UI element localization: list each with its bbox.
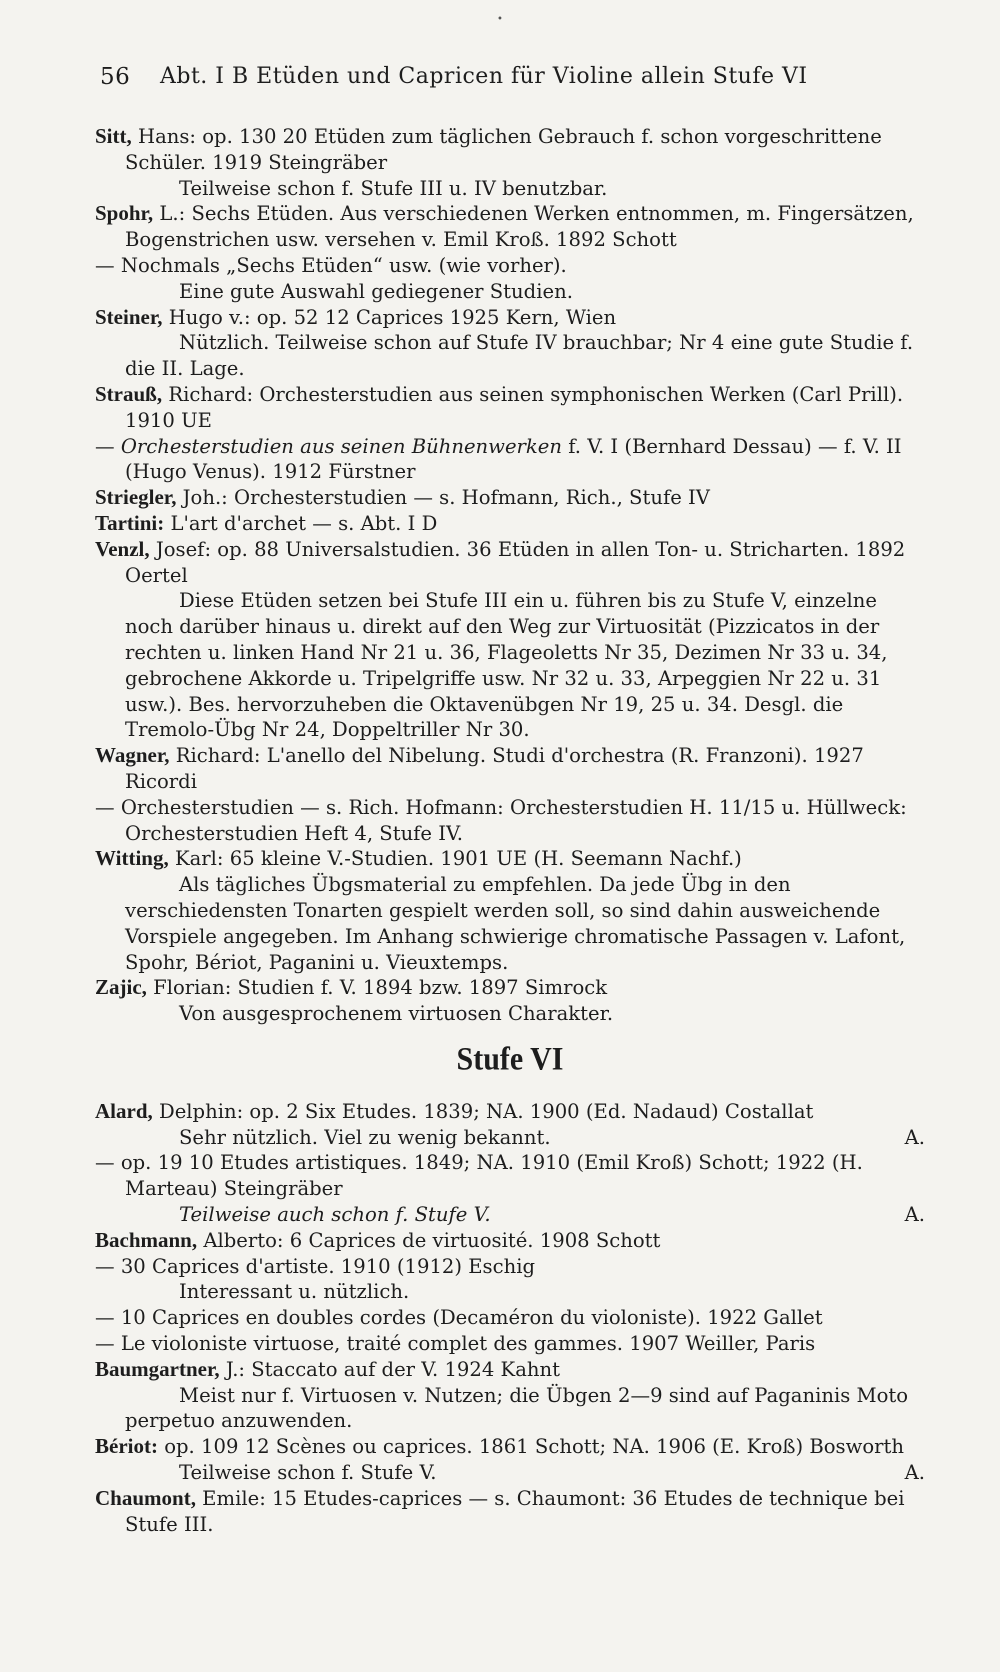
page-content (95, 124, 925, 1537)
composer-name: Zajic, (95, 975, 147, 1000)
entry-line: Chaumont, Emile: 15 Etudes-caprices — s. Chaumont: 36 Etudes de technique bei Stufe III. (95, 1485, 905, 1536)
italic-title: Orchesterstudien aus seinen Bühnenwerken (120, 434, 562, 458)
catalog-entry (95, 1486, 925, 1538)
entry-note: Als tägliches Übgsmaterial zu empfehlen. Da jede Übg in den verschiedensten Tonarten gespielt werden soll, so sind dahin ausweichende Vorspiele angegeben. Im Anhang schwierige chromatische Passagen v. Lafont, Spohr, Bériot, Paganini u. Vieuxtemps. (125, 873, 906, 974)
entry-line: Strauß, Richard: Orchesterstudien aus seinen symphonischen Werken (Carl Prill). 1910 UE (95, 381, 904, 432)
entry-subitem: — op. 19 10 Etudes artistiques. 1849; NA. 1910 (Emil Kroß) Schott; 1922 (H. Marteau) Steingräber (95, 1151, 863, 1201)
entry-line: Venzl, Josef: op. 88 Universalstudien. 36 Etüden in allen Ton- u. Stricharten. 1892 Oertel (95, 536, 906, 587)
catalog-entry (95, 1434, 925, 1486)
section-title: Stufe VI (456, 1041, 564, 1078)
entry-note: Nützlich. Teilweise schon auf Stufe IV brauchbar; Nr 4 eine gute Studie f. die II. Lage. (125, 331, 914, 381)
entry-line: Steiner, Hugo v.: op. 52 12 Caprices 1925 Kern, Wien (95, 304, 617, 329)
composer-name: Striegler, (95, 485, 177, 510)
entries-stufe-vi (95, 1099, 925, 1538)
catalog-entry (95, 201, 925, 304)
entry-line: Baumgartner, J.: Staccato auf der V. 1924 Kahnt (95, 1356, 560, 1381)
running-header (100, 64, 880, 90)
composer-name: Tartini: (95, 510, 165, 535)
composer-name: Bériot: (95, 1434, 158, 1459)
catalog-entry (95, 305, 925, 382)
catalog-entry (95, 743, 925, 846)
composer-name: Chaumont, (95, 1485, 196, 1510)
entry-note: Interessant u. nützlich. (179, 1280, 410, 1304)
entry-line: Witting, Karl: 65 kleine V.-Studien. 1901 UE (H. Seemann Nachf.) (95, 846, 742, 871)
entry-line: Spohr, L.: Sechs Etüden. Aus verschiedenen Werken entnommen, m. Fingersätzen, Bogenstrichen usw. versehen v. Emil Kroß. 1892 Schott (95, 201, 914, 252)
composer-name: Venzl, (95, 536, 150, 561)
entry-line: Bériot: op. 109 12 Scènes ou caprices. 1861 Schott; NA. 1906 (E. Kroß) Bosworth (95, 1434, 905, 1459)
grade-label: A. (904, 1125, 925, 1149)
running-title: Abt. I B Etüden und Capricen für Violine allein Stufe VI (160, 64, 808, 89)
catalog-entry (95, 537, 925, 743)
entry-note: A. Teilweise auch schon f. Stufe V. (179, 1203, 925, 1227)
entries-stufe-v-continued (95, 124, 925, 1027)
composer-name: Baumgartner, (95, 1356, 220, 1381)
entry-subitem: — Nochmals „Sechs Etüden“ usw. (wie vorher). (95, 253, 567, 277)
entry-subitem: — 30 Caprices d'artiste. 1910 (1912) Eschig (95, 1254, 536, 1278)
entry-line: Tartini: L'art d'archet — s. Abt. I D (95, 510, 438, 535)
catalog-entry (95, 1357, 925, 1434)
entry-subitem: — Le violoniste virtuose, traité complet des gammes. 1907 Weiller, Paris (95, 1332, 816, 1356)
composer-name: Steiner, (95, 304, 163, 329)
composer-name: Wagner, (95, 743, 170, 768)
catalog-entry (95, 124, 925, 201)
catalog-entry (95, 511, 925, 537)
entry-subitem: — 10 Caprices en doubles cordes (Decaméron du violoniste). 1922 Gallet (95, 1306, 823, 1330)
entry-line: Bachmann, Alberto: 6 Caprices de virtuosité. 1908 Schott (95, 1227, 661, 1252)
entry-note: Teilweise schon f. Stufe III u. IV benutzbar. (179, 176, 608, 200)
composer-name: Alard, (95, 1098, 153, 1123)
catalog-entry (95, 846, 925, 975)
grade-label: A. (904, 1461, 925, 1485)
entry-line: Alard, Delphin: op. 2 Six Etudes. 1839; NA. 1900 (Ed. Nadaud) Costallat (95, 1098, 814, 1123)
entry-line: Striegler, Joh.: Orchesterstudien — s. Hofmann, Rich., Stufe IV (95, 485, 710, 510)
composer-name: Strauß, (95, 381, 163, 406)
catalog-entry (95, 1228, 925, 1357)
entry-note: A. Sehr nützlich. Viel zu wenig bekannt. (179, 1125, 925, 1149)
entry-note: Von ausgesprochenem virtuosen Charakter. (179, 1002, 614, 1026)
grade-label: A. (904, 1203, 925, 1227)
entry-note: Meist nur f. Virtuosen v. Nutzen; die Übgen 2—9 sind auf Paganinis Moto perpetuo anzuwenden. (125, 1383, 909, 1433)
entry-line: Wagner, Richard: L'anello del Nibelung. Studi d'orchestra (R. Franzoni). 1927 Ricordi (95, 743, 864, 793)
entry-note: A. Teilweise schon f. Stufe V. (179, 1461, 925, 1485)
composer-name: Spohr, (95, 201, 154, 226)
entry-subitem: — Orchesterstudien — s. Rich. Hofmann: Orchesterstudien H. 11/15 u. Hüllweck: Orchesterstudien Heft 4, Stufe IV. (95, 795, 907, 845)
page-number: 56 (100, 64, 131, 90)
catalog-entry (95, 382, 925, 485)
catalog-entry (95, 485, 925, 511)
entry-line: Sitt, Hans: op. 130 20 Etüden zum täglichen Gebrauch f. schon vorgeschrittene Schüler. 1919 Steingräber (95, 124, 882, 174)
composer-name: Bachmann, (95, 1227, 198, 1252)
catalog-entry (95, 975, 925, 1027)
entry-note: Diese Etüden setzen bei Stufe III ein u. führen bis zu Stufe V, einzelne noch darüber hinaus u. direkt auf den Weg zur Virtuosität (Pizzicatos in der rechten u. linken Hand Nr 21 u. 36, Flageoletts Nr 35, Dezimen Nr 33 u. 34, gebrochene Akkorde u. Tripelgriffe usw. Nr 32 u. 33, Arpeggien Nr 22 u. 31 usw.). Bes. hervorzuheben die Oktavenübgen Nr 19, 25 u. 34. Desgl. die Tremolo-Übg Nr 24, Doppeltriller Nr 30. (125, 589, 888, 742)
entry-line: Zajic, Florian: Studien f. V. 1894 bzw. 1897 Simrock (95, 975, 608, 1000)
catalog-entry (95, 1099, 925, 1228)
print-speck: • (497, 14, 503, 25)
composer-name: Witting, (95, 846, 169, 871)
entry-subitem: — Orchesterstudien aus seinen Bühnenwerken f. V. I (Bernhard Dessau) — f. V. II (Hugo Venus). 1912 Fürstner (95, 434, 902, 484)
composer-name: Sitt, (95, 124, 132, 148)
entry-note: Eine gute Auswahl gediegener Studien. (179, 279, 573, 303)
